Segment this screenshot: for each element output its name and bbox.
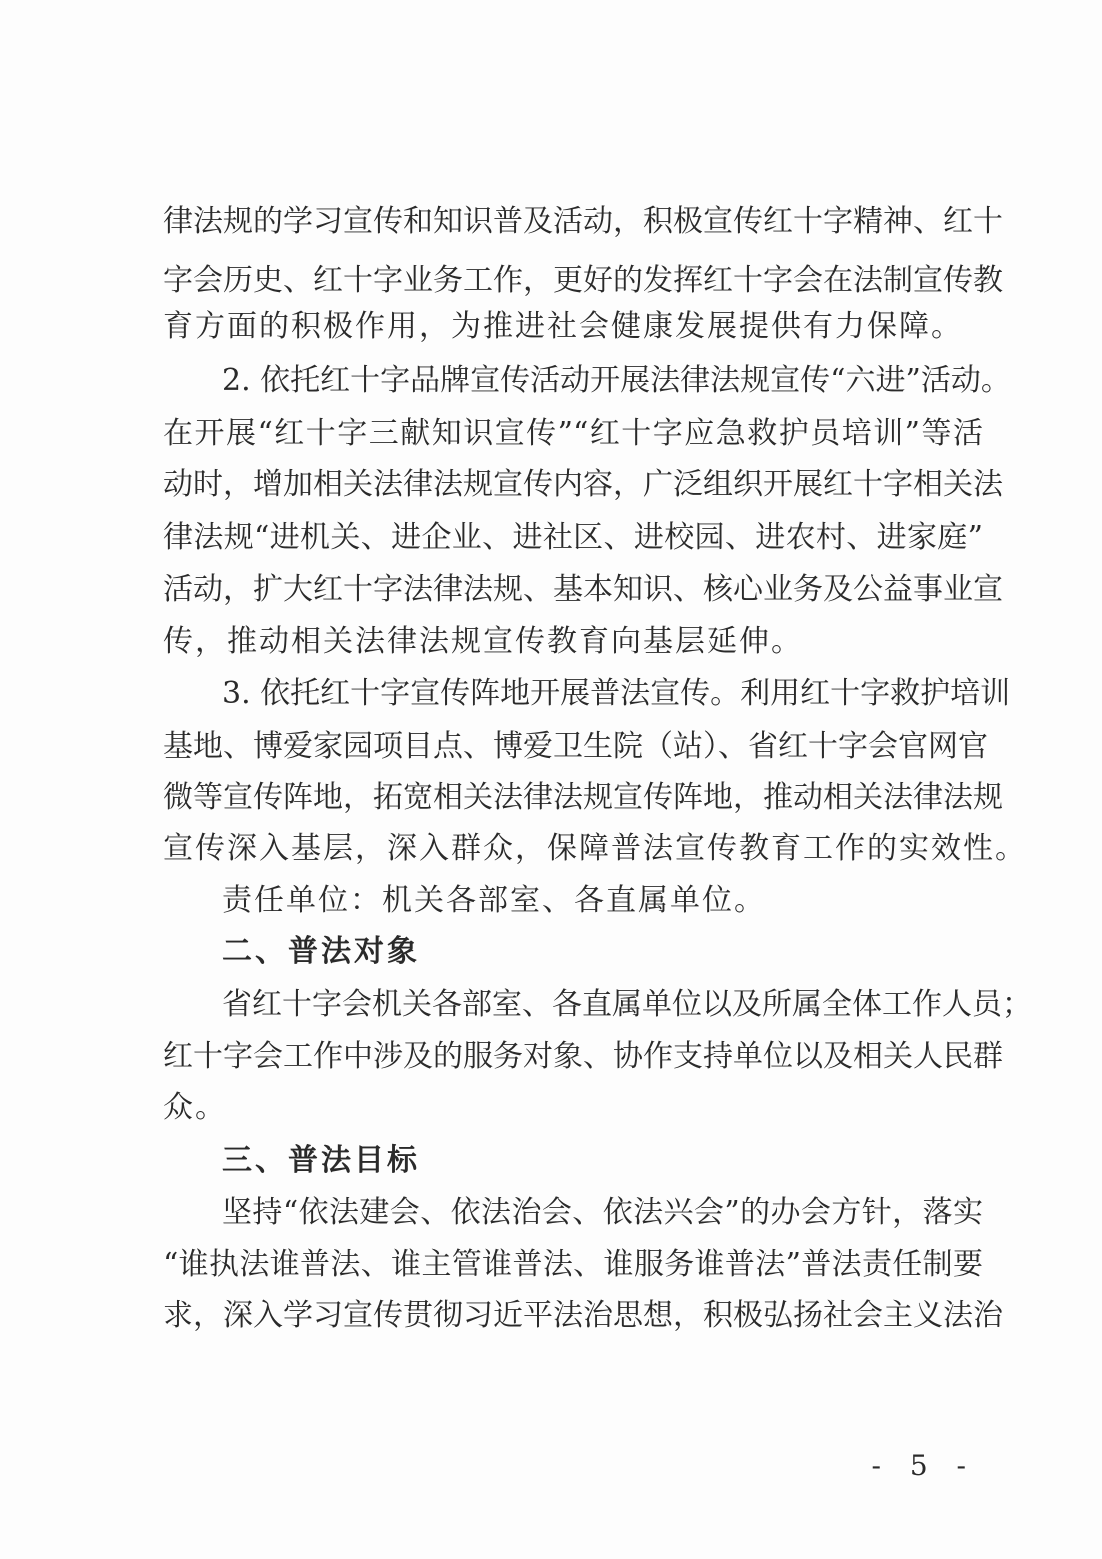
paragraph-line: 求，深入学习宣传贯彻习近平法治思想，积极弘扬社会主义法治 [163,1298,1003,1333]
section-heading-audience: 二、普法对象 [222,934,420,969]
paragraph-line: 省红十字会机关各部室、各直属单位以及所属全体工作人员； [222,987,1032,1022]
paragraph-line: 微等宣传阵地，拓宽相关法律法规宣传阵地，推动相关法律法规 [163,780,1003,815]
paragraph-line: “谁执法谁普法、谁主管谁普法、谁服务谁普法”普法责任制要 [163,1247,983,1282]
paragraph-line: 律法规的学习宣传和知识普及活动，积极宣传红十字精神、红十 [163,204,1003,239]
page-number: - 5 - [871,1449,976,1482]
paragraph-line: 红十字会工作中涉及的服务对象、协作支持单位以及相关人民群 [163,1039,1003,1074]
paragraph-line: 宣传深入基层，深入群众，保障普法宣传教育工作的实效性。 [163,831,1027,866]
paragraph-line: 众。 [163,1090,227,1125]
paragraph-line: 律法规“进机关、进企业、进社区、进校园、进农村、进家庭” [163,520,983,555]
section-heading-goals: 三、普法目标 [222,1143,420,1178]
paragraph-line: 动时，增加相关法律法规宣传内容，广泛组织开展红十字相关法 [163,467,1003,502]
paragraph-line: 活动，扩大红十字法律法规、基本知识、核心业务及公益事业宣 [163,572,1003,607]
paragraph-line: 传，推动相关法律法规宣传教育向基层延伸。 [163,624,803,659]
paragraph-line: 基地、博爱家园项目点、博爱卫生院（站）、省红十字会官网官 [163,729,988,764]
paragraph-line: 在开展“红十字三献知识宣传”“红十字应急救护员培训”等活 [163,416,983,451]
paragraph-line: 坚持“依法建会、依法治会、依法兴会”的办会方针，落实 [222,1195,983,1230]
paragraph-line: 育方面的积极作用，为推进社会健康发展提供有力保障。 [163,309,963,344]
paragraph-line: 字会历史、红十字业务工作，更好的发挥红十字会在法制宣传教 [163,263,1003,298]
paragraph-line: 2. 依托红十字品牌宣传活动开展法律法规宣传“六进”活动。 [222,363,1011,398]
responsible-units-line: 责任单位：机关各部室、各直属单位。 [222,883,766,918]
paragraph-line: 3. 依托红十字宣传阵地开展普法宣传。利用红十字救护培训 [222,676,1011,711]
